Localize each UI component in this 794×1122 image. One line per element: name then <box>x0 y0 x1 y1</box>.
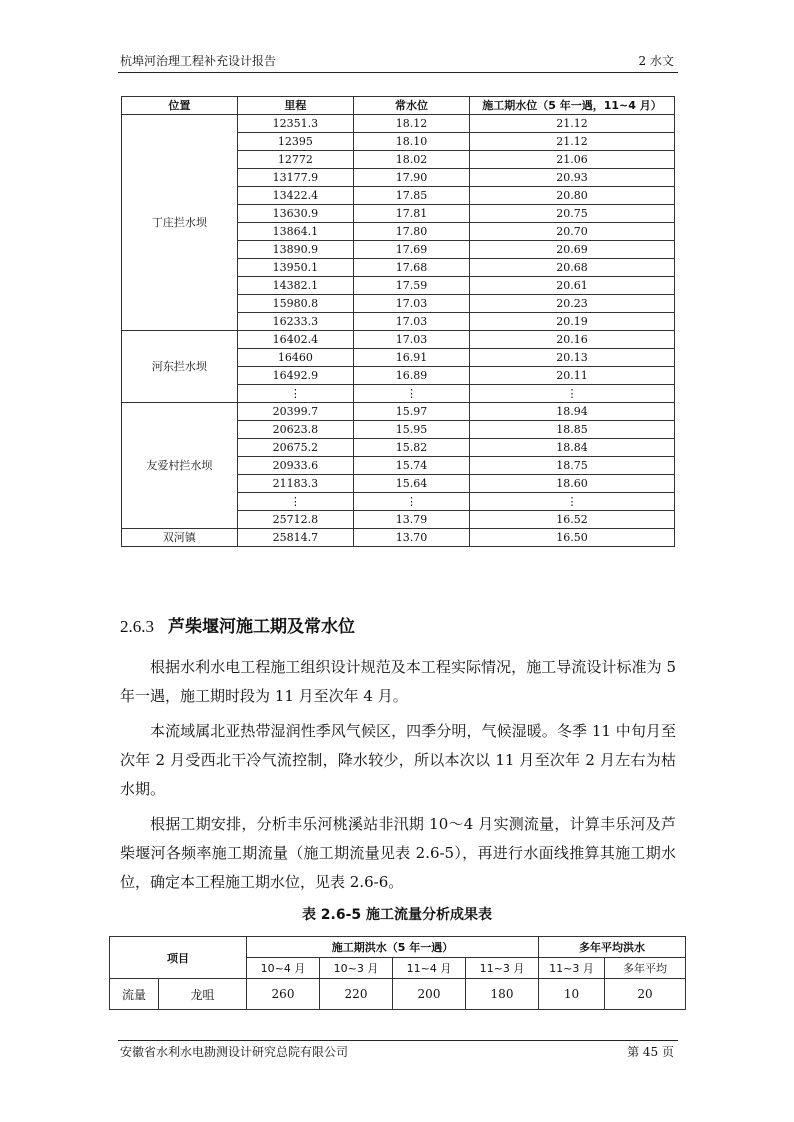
water-level-table <box>121 96 675 547</box>
col-group-construction-flood: 施工期洪水（5 年一遇） <box>247 937 539 958</box>
table-caption: 表 2.6-5 施工流量分析成果表 <box>301 907 493 923</box>
footer-company: 安徽省水利水电勘测设计研究总院有限公司 <box>120 1045 349 1059</box>
cell-normal-level: 17.90 <box>353 169 469 187</box>
cell-construction-level: 20.80 <box>469 187 674 205</box>
subcol: 11~3 月 <box>539 958 605 979</box>
cell-construction-level: 20.23 <box>469 295 674 313</box>
cell-location: 河东拦水坝 <box>122 331 238 403</box>
cell-normal-level: 17.81 <box>353 205 469 223</box>
cell-mileage: 20399.7 <box>237 403 353 421</box>
row-station: 龙咀 <box>159 979 247 1010</box>
table-header-row <box>110 937 686 958</box>
cell-construction-level: 20.69 <box>469 241 674 259</box>
cell-construction-level: 16.52 <box>469 511 674 529</box>
cell-normal-level: 17.03 <box>353 313 469 331</box>
cell-normal-level: 17.03 <box>353 331 469 349</box>
cell-mileage: 20933.6 <box>237 457 353 475</box>
col-group-annual-flood: 多年平均洪水 <box>539 937 686 958</box>
row-category: 流量 <box>110 979 159 1010</box>
cell-location: 双河镇 <box>122 529 238 547</box>
cell-construction-level: 20.70 <box>469 223 674 241</box>
cell-mileage: 12772 <box>237 151 353 169</box>
cell-value: 260 <box>247 979 320 1010</box>
cell-normal-level: 15.95 <box>353 421 469 439</box>
flow-analysis-table <box>109 936 686 1010</box>
cell-construction-level: 18.60 <box>469 475 674 493</box>
cell-normal-level: 17.03 <box>353 295 469 313</box>
cell-mileage: 12351.3 <box>237 115 353 133</box>
header-report-title: 杭埠河治理工程补充设计报告 <box>120 54 277 68</box>
cell-normal-level: 17.59 <box>353 277 469 295</box>
cell-mileage: 13177.9 <box>237 169 353 187</box>
cell-value: 200 <box>393 979 466 1010</box>
cell-normal-level: 16.89 <box>353 367 469 385</box>
cell-normal-level: 15.74 <box>353 457 469 475</box>
paragraph: 根据工期安排，分析丰乐河桃溪站非汛期 10～4 月实测流量，计算丰乐河及芦柴堰河各频率施工期流量（施工期流量见表 2.6-5），再进行水面线推算其施工期水位，确定本工程施工期水位，见表 2.6-6。 <box>120 815 676 891</box>
header-chapter: 2 水文 <box>638 54 674 68</box>
cell-normal-level: 15.97 <box>353 403 469 421</box>
section-title: 芦柴堰河施工期及常水位 <box>168 617 355 637</box>
cell-construction-level: ⋮ <box>469 385 674 403</box>
paragraph: 本流域属北亚热带湿润性季风气候区，四季分明，气候湿暖。冬季 11 中旬月至次年 2 月受西北干冷气流控制，降水较少，所以本次以 11 月至次年 2 月左右为枯水期。 <box>120 722 676 798</box>
cell-normal-level: 16.91 <box>353 349 469 367</box>
cell-mileage: 15980.8 <box>237 295 353 313</box>
cell-normal-level: ⋮ <box>353 385 469 403</box>
cell-mileage: 14382.1 <box>237 277 353 295</box>
cell-value: 20 <box>605 979 686 1010</box>
cell-construction-level: 20.93 <box>469 169 674 187</box>
cell-construction-level: 18.84 <box>469 439 674 457</box>
table-row <box>122 403 675 421</box>
cell-normal-level: 17.80 <box>353 223 469 241</box>
cell-mileage: 20623.8 <box>237 421 353 439</box>
col-mileage: 里程 <box>237 97 353 115</box>
cell-construction-level: 18.85 <box>469 421 674 439</box>
page-footer <box>118 1042 678 1062</box>
cell-normal-level: ⋮ <box>353 493 469 511</box>
cell-normal-level: 18.02 <box>353 151 469 169</box>
cell-mileage: 16233.3 <box>237 313 353 331</box>
cell-mileage: 16492.9 <box>237 367 353 385</box>
col-normal-level: 常水位 <box>353 97 469 115</box>
cell-mileage: 25712.8 <box>237 511 353 529</box>
cell-normal-level: 18.12 <box>353 115 469 133</box>
table-row <box>122 331 675 349</box>
cell-construction-level: 18.94 <box>469 403 674 421</box>
cell-mileage: 20675.2 <box>237 439 353 457</box>
footer-page-number: 第 45 页 <box>627 1045 674 1059</box>
cell-mileage: 16402.4 <box>237 331 353 349</box>
header-rule <box>118 72 678 73</box>
cell-mileage: 25814.7 <box>237 529 353 547</box>
cell-construction-level: 20.19 <box>469 313 674 331</box>
cell-location: 友爱村拦水坝 <box>122 403 238 529</box>
cell-location: 丁庄拦水坝 <box>122 115 238 331</box>
col-construction-level: 施工期水位（5 年一遇，11~4 月） <box>469 97 674 115</box>
cell-construction-level: 20.68 <box>469 259 674 277</box>
subcol: 11~3 月 <box>466 958 539 979</box>
footer-rule <box>118 1040 678 1041</box>
cell-construction-level: 16.50 <box>469 529 674 547</box>
cell-mileage: 13950.1 <box>237 259 353 277</box>
page-header <box>118 50 678 72</box>
section-heading <box>120 612 355 637</box>
cell-normal-level: 18.10 <box>353 133 469 151</box>
cell-normal-level: 17.85 <box>353 187 469 205</box>
cell-construction-level: ⋮ <box>469 493 674 511</box>
table-row <box>122 529 675 547</box>
cell-construction-level: 20.16 <box>469 331 674 349</box>
cell-mileage: 12395 <box>237 133 353 151</box>
subcol: 10~3 月 <box>320 958 393 979</box>
cell-normal-level: 15.82 <box>353 439 469 457</box>
cell-mileage: ⋮ <box>237 493 353 511</box>
table-body <box>122 115 675 547</box>
cell-construction-level: 20.61 <box>469 277 674 295</box>
table-row <box>122 115 675 133</box>
cell-construction-level: 20.75 <box>469 205 674 223</box>
paragraph: 根据水利水电工程施工组织设计规范及本工程实际情况，施工导流设计标准为 5 年一遇，施工期时段为 11 月至次年 4 月。 <box>120 658 676 705</box>
cell-normal-level: 13.70 <box>353 529 469 547</box>
cell-construction-level: 20.11 <box>469 367 674 385</box>
subcol: 11~4 月 <box>393 958 466 979</box>
cell-construction-level: 21.12 <box>469 115 674 133</box>
cell-mileage: 13864.1 <box>237 223 353 241</box>
cell-value: 180 <box>466 979 539 1010</box>
cell-mileage: 16460 <box>237 349 353 367</box>
table-row <box>110 979 686 1010</box>
cell-normal-level: 15.64 <box>353 475 469 493</box>
cell-mileage: ⋮ <box>237 385 353 403</box>
cell-value: 220 <box>320 979 393 1010</box>
cell-mileage: 21183.3 <box>237 475 353 493</box>
cell-normal-level: 17.69 <box>353 241 469 259</box>
section-number: 2.6.3 <box>120 617 154 636</box>
cell-normal-level: 17.68 <box>353 259 469 277</box>
cell-value: 10 <box>539 979 605 1010</box>
cell-mileage: 13630.9 <box>237 205 353 223</box>
table-header-row <box>122 97 675 115</box>
cell-normal-level: 13.79 <box>353 511 469 529</box>
cell-construction-level: 20.13 <box>469 349 674 367</box>
cell-mileage: 13890.9 <box>237 241 353 259</box>
subcol: 多年平均 <box>605 958 686 979</box>
subcol: 10~4 月 <box>247 958 320 979</box>
cell-mileage: 13422.4 <box>237 187 353 205</box>
cell-construction-level: 21.06 <box>469 151 674 169</box>
col-item: 项目 <box>110 937 247 979</box>
col-location: 位置 <box>122 97 238 115</box>
cell-construction-level: 21.12 <box>469 133 674 151</box>
cell-construction-level: 18.75 <box>469 457 674 475</box>
